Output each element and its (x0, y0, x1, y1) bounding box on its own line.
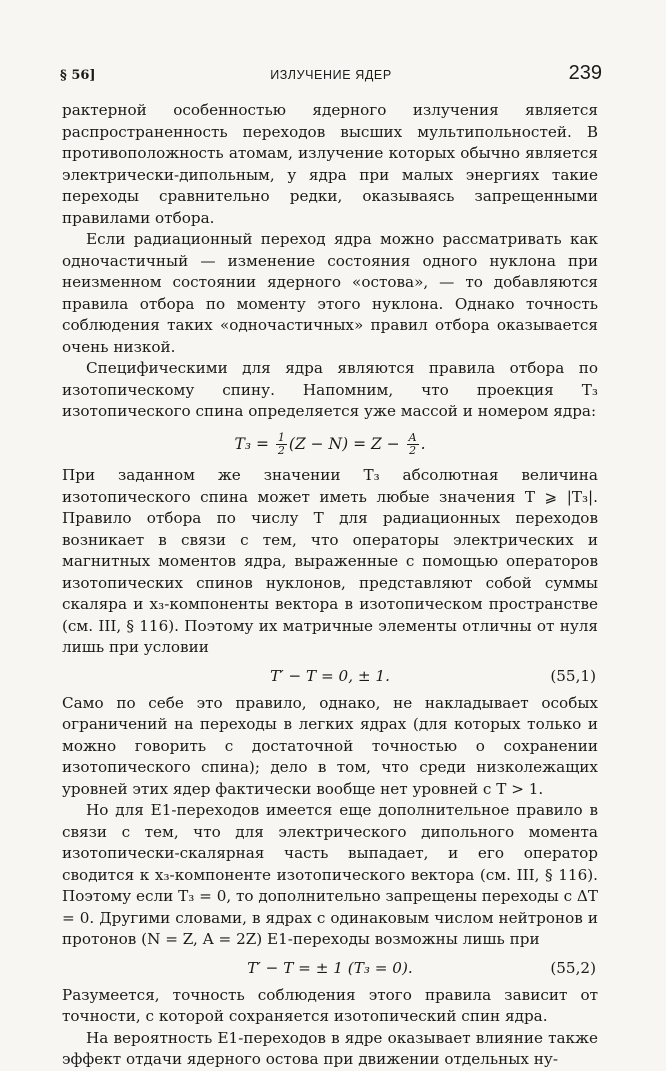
section-marker: § 56] (60, 68, 96, 83)
formula-end: . (420, 434, 426, 453)
paragraph-8: На вероятность E1-переходов в ядре оказывает влияние также эффект отдачи ядерного остова при движении отдельных ну- (62, 1028, 598, 1068)
paragraph-1: рактерной особенностью ядерного излучения является распространенность переходов высших мультипольностей. В противоположность атомам, излучение которых обычно является электрически-дипольным, у ядра при малых энергиях такие переходы сравнительно редки, оказываясь запрещенными правилами отбора. (62, 101, 598, 227)
paragraph-2: Если радиационный переход ядра можно рассматривать как одночастичный — изменение состояния одного нуклона при неизменном состоянии ядерного «остова», — то добавляются правила отбора по моменту этого нуклона. Однако точность соблюдения таких «одночастичных» правил отбора оказывается очень низкой. (62, 230, 598, 356)
formula-middle: (Z − N) = Z − (288, 434, 405, 453)
equation-55-1 (62, 665, 598, 687)
paragraph-3: Специфическими для ядра являются правила отбора по изотопическому спину. Напомним, что проекция T₃ изотопического спина определяется уже массой и номером ядра: (62, 359, 598, 420)
fraction-denominator: 2 (277, 444, 285, 457)
fraction-numerator: A (408, 431, 417, 444)
page-number: 239 (568, 62, 602, 84)
chapter-title: ИЗЛУЧЕНИЕ ЯДЕР (270, 68, 392, 82)
fraction-numerator: 1 (277, 431, 285, 444)
equation-body: T′ − T = 0, ± 1. (270, 666, 390, 685)
equation-body: T′ − T = ± 1 (T₃ = 0). (247, 958, 413, 977)
paragraph-6: Но для E1-переходов имеется еще дополнительное правило в связи с тем, что для электрического дипольного момента изотопически-скалярная часть выпадает, и его оператор сводится к x₃-компоненте изотопического вектора (см. III, § 116). Поэтому если T₃ = 0, то дополнительно запрещены переходы с ΔT = 0. Другими словами, в ядрах с одинаковым числом нейтронов и протонов (N = Z, A = 2Z) E1-переходы возможны лишь при (62, 801, 598, 948)
running-header (60, 60, 602, 88)
fraction-denominator: 2 (409, 444, 417, 457)
paragraph-5: Само по себе это правило, однако, не накладывает особых ограничений на переходы в легких ядрах (для которых только и можно говорить с достаточной точностью о сохранении изотопического спина); дело в том, что среди низколежащих уровней этих ядер фактически вообще нет уровней с T > 1. (62, 693, 598, 798)
formula-lhs: T₃ = (234, 434, 274, 453)
equation-55-2 (62, 957, 598, 979)
fraction-a-half (407, 432, 419, 457)
equation-number: (55,1) (550, 666, 596, 685)
equation-number: (55,2) (550, 958, 596, 977)
paragraph-4: При заданном же значении T₃ абсолютная величина изотопического спина может иметь любые значения T ⩾ |T₃|. Правило отбора по числу T для радиационных переходов возникает в связи с тем, что операторы электрических и магнитных моментов ядра, выраженные с помощью операторов изотопических спинов нуклонов, представляют собой суммы скаляра и x₃-компоненты вектора в изотопическом пространстве (см. III, § 116). Поэтому их матричные элементы отличны от нуля лишь при условии (62, 466, 598, 656)
fraction-one-half (276, 432, 287, 457)
formula-t3 (62, 431, 598, 458)
paragraph-7: Разумеется, точность соблюдения этого правила зависит от точности, с которой сохраняется изотопический спин ядра. (62, 985, 598, 1025)
body-text (62, 100, 598, 1071)
